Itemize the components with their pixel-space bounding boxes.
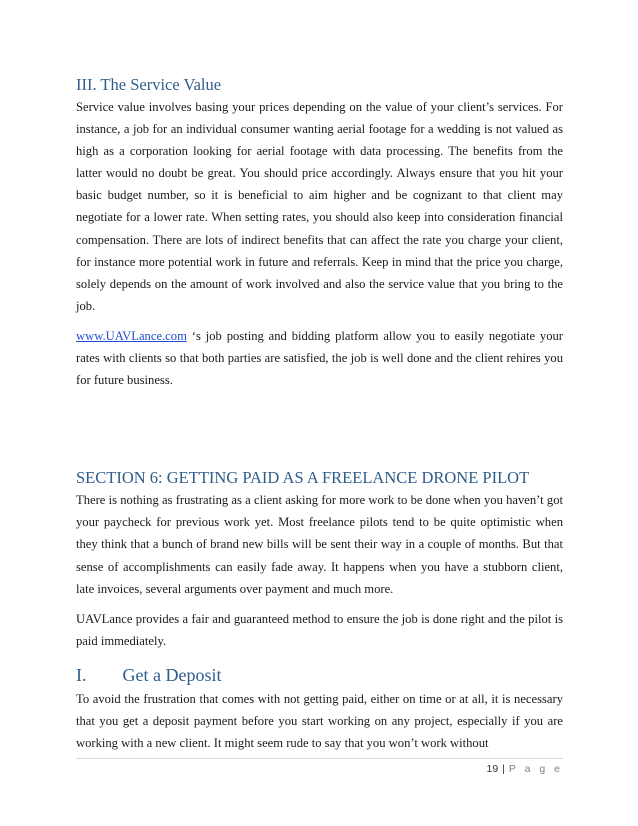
page-number: 19 — [486, 763, 499, 775]
paragraph-uavlance-guarantee: UAVLance provides a fair and guaranteed method to ensure the job is done right and the pilot is paid immediately. — [76, 611, 563, 648]
paragraph-frustrating-client: There is nothing as frustrating as a client asking for more work to be done when you haven’t got your paycheck for previous work yet. Most freelance pilots tend to be quite optimistic when they think that a bunch of brand new bills will be sent their way in a couple of months. But that sense of accomplishments can easily fade away. It happens when you have a stubborn client, late invoices, several arguments over payment and much more. — [76, 493, 563, 596]
paragraph-deposit: To avoid the frustration that comes with not getting paid, either on time or at all, it is necessary that you get a deposit payment before you start working on any project, especially if you are working with a new client. It might seem rude to say that you won’t work without — [76, 691, 563, 751]
paragraph-uavlance-rest: ‘s job posting and bidding platform allow you to easily negotiate your rates with clients so that both parties are satisfied, the job is well done and the client rehires you for future business. — [76, 328, 563, 388]
footer-separator: | — [502, 763, 505, 775]
section-heading-getting-paid: SECTION 6: GETTING PAID AS A FREELANCE DRONE PILOT — [76, 468, 530, 488]
page-footer — [76, 758, 563, 775]
section-heading-service-value: III. The Service Value — [76, 75, 222, 94]
page-label: P a g e — [508, 763, 563, 775]
paragraph-service-value: Service value involves basing your prices depending on the value of your client’s services. For instance, a job for an individual consumer wanting aerial footage for a wedding is not valued as high as a corporation looking for aerial footage with data processing. The benefits from the latter would no doubt be great. You should price accordingly. Always ensure that you hit your basic budget number, so it is beneficial to aim higher and be cognizant to that client may negotiate for a lower rate. When setting rates, you should also keep into consideration financial compensation. There are lots of indirect benefits that can affect the rate you charge your client, for instance more potential work in future and referrals. Keep in mind that the price you charge, solely depends on the amount of work involved and also the service value that you bring to the job. — [76, 100, 563, 313]
document-page — [76, 74, 563, 754]
paragraph-uavlance-platform — [76, 325, 563, 391]
subsection-heading-deposit: I. Get a Deposit — [76, 664, 222, 685]
uavlance-link[interactable]: www.UAVLance.com — [76, 328, 187, 343]
